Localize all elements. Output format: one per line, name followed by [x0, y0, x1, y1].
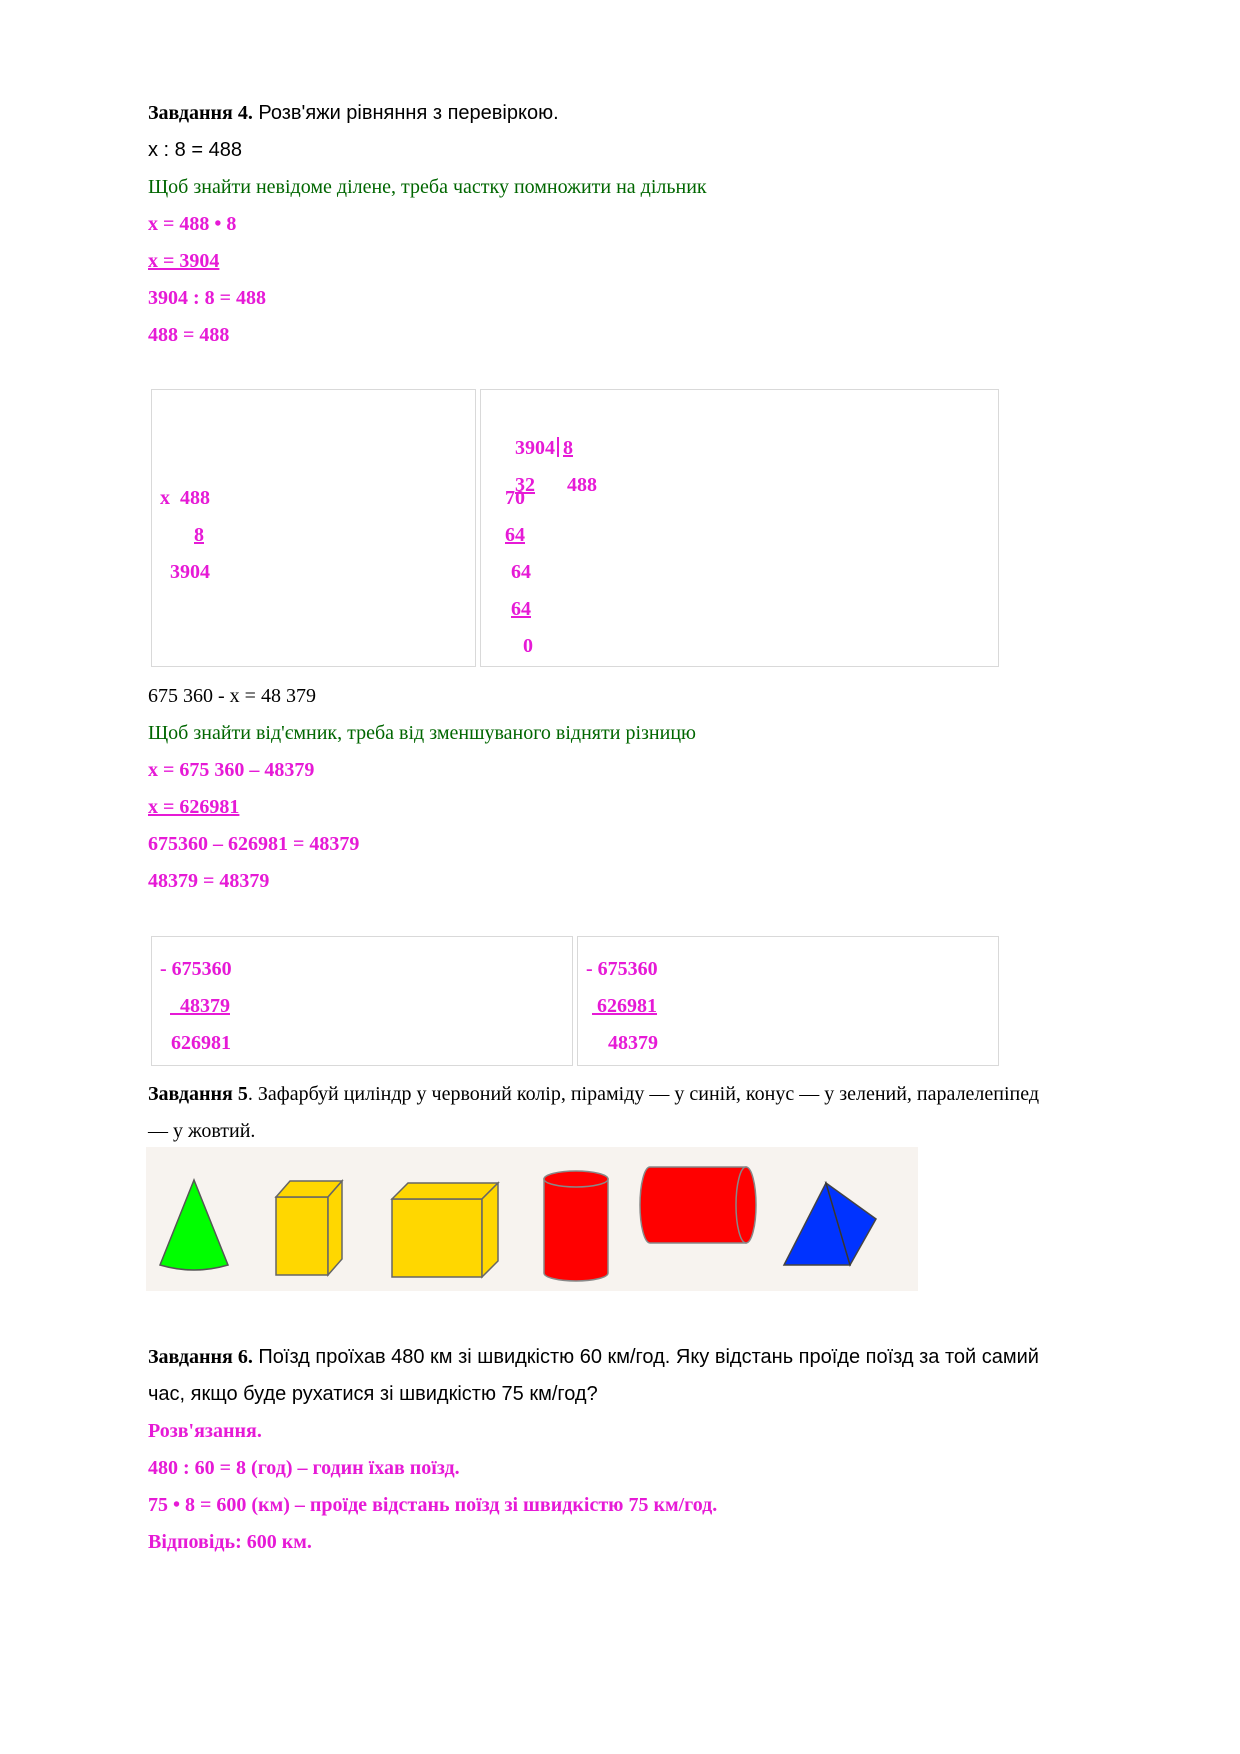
sub-a-line-1: - 675360: [160, 958, 232, 980]
shapes-strip: [146, 1147, 918, 1291]
task5-heading: [148, 1082, 1039, 1106]
step-2: x = 3904: [148, 250, 220, 272]
subtraction-cell-b: [577, 936, 999, 1066]
div-line-6: 64: [511, 598, 531, 620]
task4-label: Завдання 4.: [148, 102, 253, 124]
task6-label: Завдання 6.: [148, 1346, 253, 1368]
mult-line-3: 3904: [170, 561, 210, 583]
multiplication-cell: [151, 389, 476, 667]
mult-line-1: x 488: [160, 487, 210, 509]
task6-heading: [148, 1345, 1039, 1369]
rule-1: Щоб знайти невідоме ділене, треба частку помножити на дільник: [148, 176, 707, 198]
solution-step-2: 75 • 8 = 600 (км) – проїде відстань поїзд зі швидкістю 75 км/год.: [148, 1494, 718, 1516]
div-line-7: 0: [523, 635, 533, 657]
step-4: x = 626981: [148, 796, 240, 818]
task5-label: Завдання 5: [148, 1083, 248, 1105]
check-1: 3904 : 8 = 488: [148, 287, 267, 309]
step-3: x = 675 360 – 48379: [148, 759, 315, 781]
div-sub-1: 32: [515, 474, 535, 496]
div-line-4: 64: [505, 524, 525, 546]
sub-a-line-2: 48379: [180, 995, 230, 1017]
div-dividend: 3904: [515, 437, 555, 459]
check-4: 48379 = 48379: [148, 870, 270, 892]
step-1: x = 488 • 8: [148, 213, 237, 235]
cube-shape: [276, 1181, 342, 1275]
equation-2: 675 360 - x = 48 379: [148, 685, 316, 707]
shapes-svg: [146, 1147, 918, 1291]
cylinder-horizontal-shape: [640, 1167, 756, 1243]
equation-1: x : 8 = 488: [148, 139, 242, 161]
answer: Відповідь: 600 км.: [148, 1531, 312, 1553]
check-2: 488 = 488: [148, 324, 230, 346]
subtraction-cell-a: [151, 936, 573, 1066]
pyramid-shape: [784, 1183, 876, 1265]
solution-label: Розв'язання.: [148, 1420, 262, 1442]
div-divisor: 8: [563, 437, 573, 459]
sub-b-line-1: - 675360: [586, 958, 658, 980]
cone-shape: [160, 1180, 228, 1270]
div-line-3: 70: [505, 487, 525, 509]
mult-line-2: 8: [194, 524, 204, 546]
task5-text-1: . Зафарбуй циліндр у червоний колір, піраміду — у синій, конус — у зелений, паралелепіпед: [247, 1083, 1040, 1105]
division-cell: [480, 389, 999, 667]
div-line-2: [495, 449, 597, 521]
task4-instruction: Розв'яжи рівняння з перевіркою.: [252, 102, 559, 124]
task6-text-1: Поїзд проїхав 480 км зі швидкістю 60 км/год. Яку відстань проїде поїзд за той самий: [252, 1346, 1039, 1368]
sub-a-line-3: 626981: [171, 1032, 231, 1054]
sub-b-line-3: 48379: [608, 1032, 658, 1054]
task5-text-2: — у жовтий.: [148, 1120, 256, 1142]
cylinder-vertical-shape: [544, 1171, 608, 1281]
div-line-5: 64: [511, 561, 531, 583]
div-quotient: 488: [567, 474, 597, 496]
solution-step-1: 480 : 60 = 8 (год) – годин їхав поїзд.: [148, 1457, 460, 1479]
task6-text-2: час, якщо буде рухатися зі швидкістю 75 км/год?: [148, 1383, 598, 1405]
rule-2: Щоб знайти від'ємник, треба від зменшуваного відняти різницю: [148, 722, 696, 744]
sub-b-line-2: 626981: [597, 995, 657, 1017]
task4-heading: [148, 101, 559, 125]
check-3: 675360 – 626981 = 48379: [148, 833, 360, 855]
parallelepiped-shape: [392, 1183, 498, 1277]
